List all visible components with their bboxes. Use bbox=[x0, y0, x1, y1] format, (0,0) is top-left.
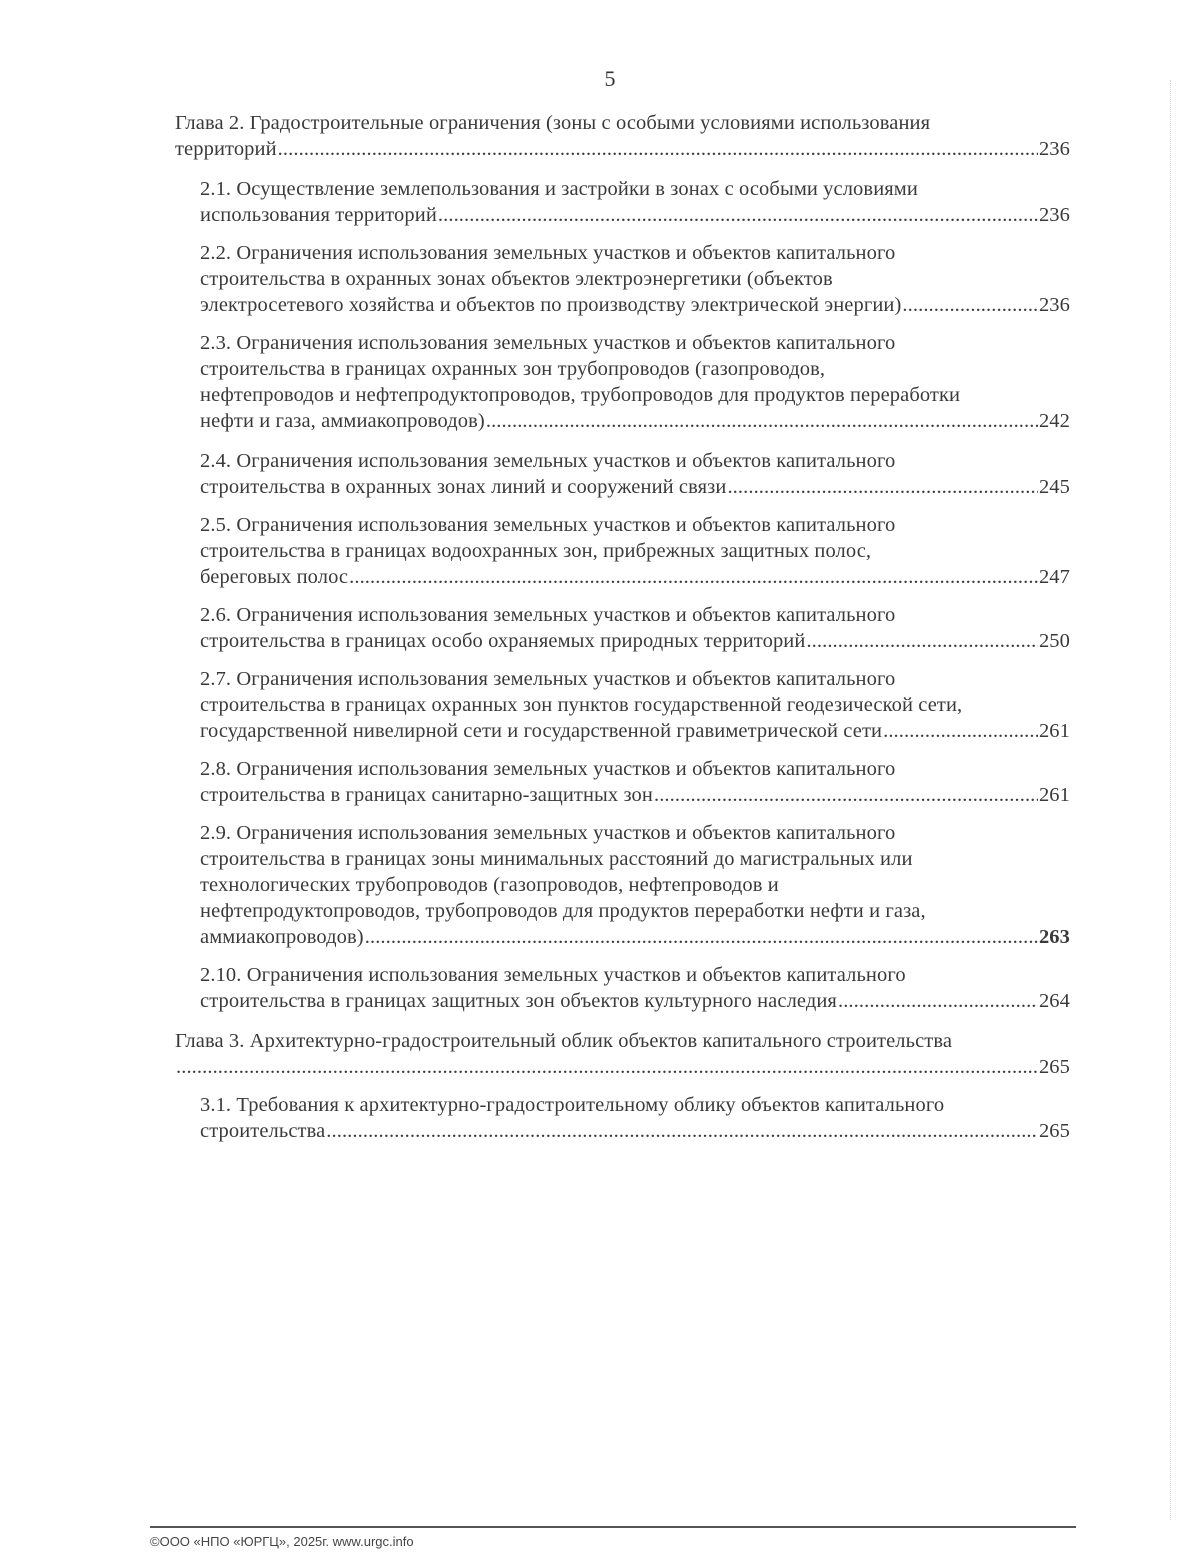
toc-entry bbox=[200, 602, 1070, 654]
toc-entry bbox=[200, 240, 1070, 318]
toc-entry bbox=[175, 1028, 1070, 1080]
toc-entry-title-tail: строительства в границах санитарно-защитных зон bbox=[200, 784, 653, 806]
toc-dot-leader bbox=[654, 782, 1038, 808]
toc-page-number: 247 bbox=[1038, 566, 1070, 588]
toc-entry bbox=[200, 448, 1070, 500]
toc-page-number: 265 bbox=[1038, 1056, 1070, 1078]
toc-entry-last-line bbox=[200, 718, 1070, 744]
toc-dot-leader bbox=[883, 718, 1038, 744]
page-number: 5 bbox=[604, 66, 616, 91]
toc-entry bbox=[200, 512, 1070, 590]
toc-entry-title-tail: территорий bbox=[175, 138, 277, 160]
toc-page-number: 261 bbox=[1038, 784, 1070, 806]
toc-entry-title-tail: строительства в охранных зонах линий и сооружений связи bbox=[200, 476, 727, 498]
toc-entry-last-line bbox=[200, 474, 1070, 500]
toc-entry-line: строительства в охранных зонах объектов электроэнергетики (объектов bbox=[200, 268, 833, 290]
toc-entry-title-tail: аммиакопроводов) bbox=[200, 926, 364, 948]
toc-dot-leader bbox=[902, 292, 1038, 318]
toc-entry-line: 2.7. Ограничения использования земельных участков и объектов капитального bbox=[200, 668, 896, 690]
toc-entry-line: 2.9. Ограничения использования земельных участков и объектов капитального bbox=[200, 822, 896, 844]
toc-entry-last-line bbox=[200, 628, 1070, 654]
toc-entry-last-line bbox=[200, 988, 1070, 1014]
toc-page-number: 263 bbox=[1038, 926, 1070, 948]
table-of-contents bbox=[0, 110, 1200, 1170]
toc-entry-line: строительства в границах водоохранных зон, прибрежных защитных полос, bbox=[200, 540, 872, 562]
toc-entry-last-line bbox=[200, 1118, 1070, 1144]
toc-entry-line: 2.5. Ограничения использования земельных участков и объектов капитального bbox=[200, 514, 896, 536]
toc-dot-leader bbox=[486, 408, 1038, 434]
footer-copyright: ©ООО «НПО «ЮРГЦ», 2025г. www.urgc.info bbox=[150, 1534, 414, 1549]
toc-entry-line: строительства в границах охранных зон пунктов государственной геодезической сети, bbox=[200, 694, 963, 716]
toc-page-number: 261 bbox=[1038, 720, 1070, 742]
footer-rule bbox=[150, 1526, 1076, 1528]
toc-entry-line: 2.3. Ограничения использования земельных участков и объектов капитального bbox=[200, 332, 896, 354]
toc-entry-line: 2.1. Осуществление землепользования и застройки в зонах с особыми условиями bbox=[200, 178, 918, 200]
toc-page-number: 264 bbox=[1038, 990, 1070, 1012]
toc-dot-leader bbox=[278, 136, 1038, 162]
toc-page-number: 250 bbox=[1038, 630, 1070, 652]
toc-entry bbox=[200, 666, 1070, 744]
toc-dot-leader bbox=[176, 1054, 1038, 1080]
toc-entry-last-line bbox=[200, 564, 1070, 590]
toc-dot-leader bbox=[349, 564, 1038, 590]
toc-entry-line: 2.6. Ограничения использования земельных участков и объектов капитального bbox=[200, 604, 896, 626]
toc-page-number: 242 bbox=[1038, 410, 1070, 432]
toc-entry-line: строительства в границах зоны минимальных расстояний до магистральных или bbox=[200, 848, 913, 870]
toc-entry-line: 2.2. Ограничения использования земельных участков и объектов капитального bbox=[200, 242, 896, 264]
toc-entry-line: нефтепроводов и нефтепродуктопроводов, трубопроводов для продуктов переработки bbox=[200, 384, 961, 406]
toc-entry-title-tail: строительства в границах особо охраняемых природных территорий bbox=[200, 630, 806, 652]
toc-page-number: 265 bbox=[1038, 1120, 1070, 1142]
toc-entry bbox=[200, 820, 1070, 950]
toc-dot-leader bbox=[838, 988, 1038, 1014]
toc-page-number: 245 bbox=[1038, 476, 1070, 498]
toc-page-number: 236 bbox=[1038, 138, 1070, 160]
toc-page-number: 236 bbox=[1038, 204, 1070, 226]
toc-entry-line: нефтепродуктопроводов, трубопроводов для продуктов переработки нефти и газа, bbox=[200, 900, 926, 922]
toc-entry bbox=[200, 176, 1070, 228]
toc-entry bbox=[200, 330, 1070, 434]
toc-entry-title-tail: нефти и газа, аммиакопроводов) bbox=[200, 410, 485, 432]
toc-entry-last-line bbox=[200, 408, 1070, 434]
toc-entry-line: 2.4. Ограничения использования земельных участков и объектов капитального bbox=[200, 450, 896, 472]
toc-entry-title-tail: береговых полос bbox=[200, 566, 349, 588]
toc-entry-last-line bbox=[175, 1054, 1070, 1080]
toc-entry-last-line bbox=[200, 292, 1070, 318]
toc-dot-leader bbox=[365, 924, 1038, 950]
toc-entry-line: Глава 2. Градостроительные ограничения (зоны с особыми условиями использования bbox=[175, 112, 931, 134]
toc-dot-leader bbox=[806, 628, 1038, 654]
toc-entry-last-line bbox=[200, 202, 1070, 228]
toc-entry-line: 3.1. Требования к архитектурно-градостроительному облику объектов капитального bbox=[200, 1094, 945, 1116]
toc-entry-title-tail: строительства в границах защитных зон объектов культурного наследия bbox=[200, 990, 837, 1012]
toc-entry-line: технологических трубопроводов (газопроводов, нефтепроводов и bbox=[200, 874, 779, 896]
toc-entry bbox=[200, 962, 1070, 1014]
toc-entry-line: Глава 3. Архитектурно-градостроительный облик объектов капитального строительства bbox=[175, 1030, 953, 1052]
toc-entry-title-tail: электросетевого хозяйства и объектов по производству электрической энергии) bbox=[200, 294, 902, 316]
toc-entry bbox=[175, 110, 1070, 162]
toc-entry-line: 2.8. Ограничения использования земельных участков и объектов капитального bbox=[200, 758, 896, 780]
toc-entry-title-tail: использования территорий bbox=[200, 204, 437, 226]
toc-dot-leader bbox=[326, 1118, 1038, 1144]
toc-entry-line: 2.10. Ограничения использования земельных участков и объектов капитального bbox=[200, 964, 906, 986]
toc-entry-last-line bbox=[175, 136, 1070, 162]
toc-entry-title-tail: строительства bbox=[200, 1120, 326, 1142]
toc-entry bbox=[200, 756, 1070, 808]
toc-entry-last-line bbox=[200, 924, 1070, 950]
toc-dot-leader bbox=[438, 202, 1038, 228]
toc-entry bbox=[200, 1092, 1070, 1144]
toc-entry-last-line bbox=[200, 782, 1070, 808]
toc-entry-title-tail: государственной нивелирной сети и государственной гравиметрической сети bbox=[200, 720, 883, 742]
toc-page-number: 236 bbox=[1038, 294, 1070, 316]
toc-dot-leader bbox=[727, 474, 1037, 500]
toc-entry-line: строительства в границах охранных зон трубопроводов (газопроводов, bbox=[200, 358, 826, 380]
